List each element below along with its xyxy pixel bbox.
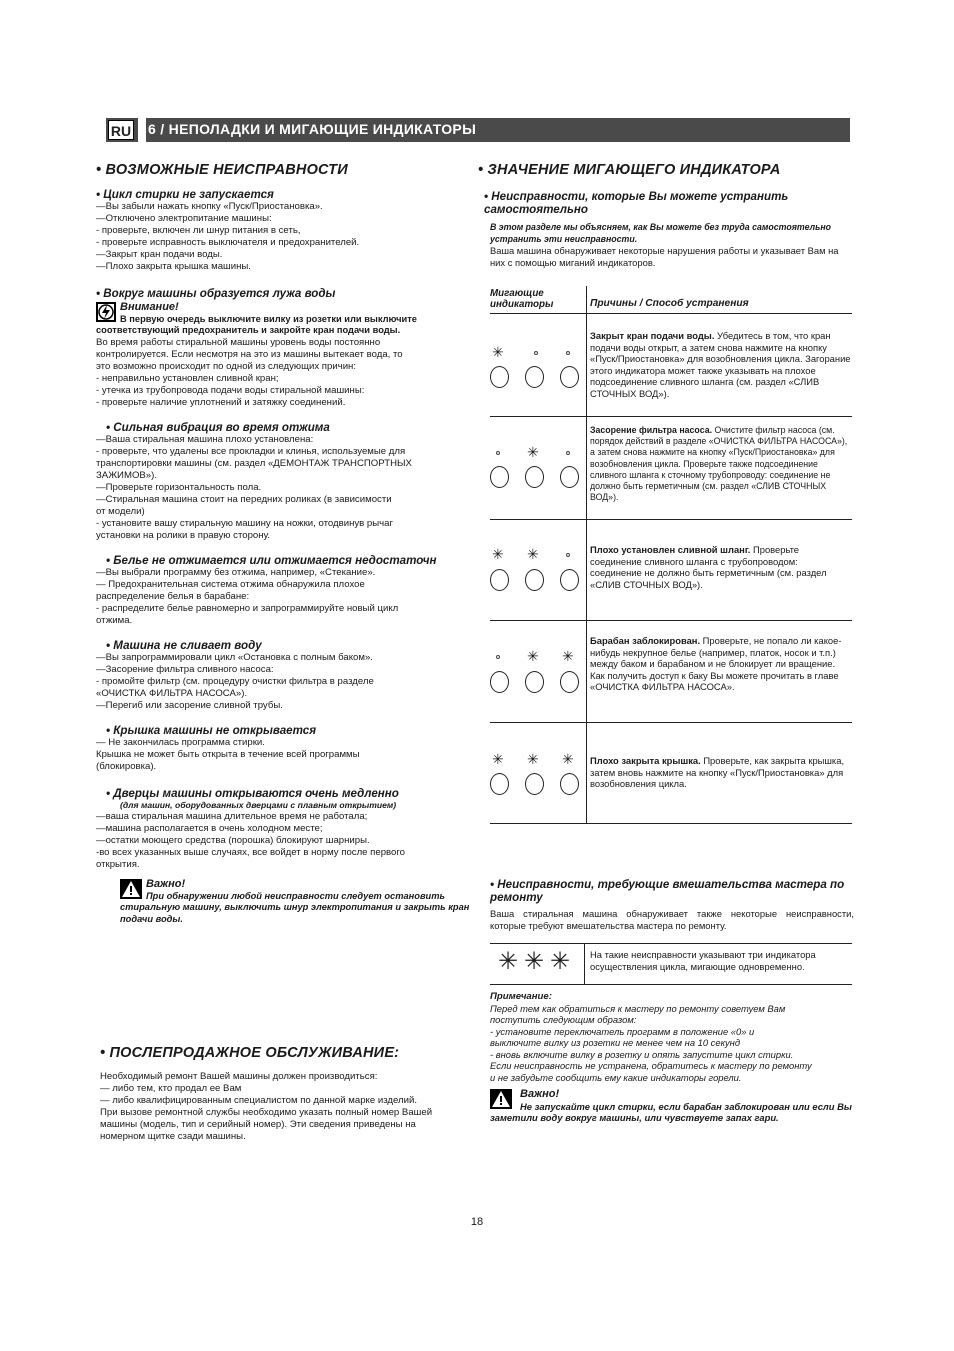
line: При вызове ремонтной службы необходимо указать полный номер Вашей: [100, 1107, 433, 1118]
blinking-star-icon: ✳: [524, 948, 545, 975]
repair-indicator-box: [490, 943, 852, 985]
led-off-icon: [496, 655, 500, 659]
line: - неправильно установлен сливной кран;: [96, 372, 279, 384]
line: — либо квалифицированным специалистом по данной марке изделий.: [100, 1095, 418, 1106]
indicator-lamp-icon: [525, 773, 544, 795]
line: распределение белья в барабане:: [96, 590, 250, 602]
important-label: Важно!: [146, 878, 186, 890]
indicator-lamp-icon: [490, 466, 509, 488]
line: Во время работы стиральной машины уровень воды постоянно: [96, 336, 381, 348]
blinking-star-icon: ✳: [492, 751, 504, 767]
cause-text: Проверьте соединение сливного шланга с трубопроводом: соединение не должно быть герметичным (см. раздел «СЛИВ СТОЧНЫХ ВОД»).: [590, 544, 827, 590]
cause-text: Убедитесь в том, что кран подачи воды открыт, а затем снова нажмите на кнопку «Пуск/Приостановка» для возобновления цикла. Загорание этого индикатора может также указывать на плохое подсоединение сливного шланга (см. раздел «СЛИВ СТОЧНЫХ ВОД»).: [590, 330, 851, 399]
language-badge: RU: [108, 120, 134, 140]
note-section: [490, 991, 854, 1124]
indicator-lamp-icon: [560, 671, 579, 693]
cause-title: Плохо установлен сливной шланг.: [590, 544, 751, 555]
line: - проверьте, включен ли шнур питания в сеть,: [96, 225, 301, 236]
warning-icon: [490, 1089, 512, 1109]
line: —остатки моющего средства (порошка) блокируют шарниры.: [96, 835, 370, 846]
line: Перед тем как обратиться к мастеру по ремонту советуем Вам: [490, 1002, 786, 1014]
line: - промойте фильтр (см. процедуру очистки фильтра в разделе: [96, 675, 374, 687]
indicator-row-3-text: [590, 544, 852, 590]
led-off-icon: [566, 451, 570, 455]
important-text: Не запускайте цикл стирки, если барабан заблокирован или если Вы заметили воду вокруг машины, или чувствуете запах гари.: [490, 1100, 852, 1123]
line: —Засорение фильтра сливного насоса:: [96, 663, 274, 675]
attention-label: Внимание!: [120, 301, 179, 313]
blinking-star-icon: ✳: [562, 648, 574, 664]
line: — либо тем, кто продал ее Вам: [100, 1083, 242, 1094]
line: - установите вашу стиральную машину на ножки, отодвинув рычаг: [96, 517, 393, 529]
blinking-star-icon: ✳: [527, 444, 539, 460]
cause-text: Проверьте, не попало ли какое-нибудь некрупное белье (например, платок, носок и т.п.) между баком и барабаном и не блокирует ли вращение. Как получить доступ к баку Вы можете прочитать в главе «ОЧИСТКА ФИЛЬТРА НАСОСА».: [590, 635, 842, 693]
blinking-star-icon: ✳: [562, 751, 574, 767]
indicator-lamp-icon: [560, 366, 579, 388]
blinking-star-icon: ✳: [498, 948, 519, 975]
section-header-title: 6 / НЕПОЛАДКИ И МИГАЮЩИЕ ИНДИКАТОРЫ: [148, 121, 477, 137]
fault-title: • Сильная вибрация во время отжима: [106, 420, 330, 434]
line: —Проверьте горизонтальность пола.: [96, 481, 262, 493]
fault-lines: [96, 201, 474, 273]
line: — Не закончилась программа стирки.: [96, 736, 265, 748]
cause-title: Закрыт кран подачи воды.: [590, 330, 715, 341]
after-sales-section: [100, 1045, 476, 1143]
indicator-lamp-icon: [490, 671, 509, 693]
line: - проверьте исправность выключателя и предохранителей.: [96, 237, 360, 248]
intro-text: Ваша машина обнаруживает некоторые нарушения работы и указывает Вам на них с помощью миганий индикаторов.: [490, 245, 839, 268]
indicator-lamp-icon: [525, 569, 544, 591]
line: —Отключено электропитание машины:: [96, 213, 272, 224]
line: —Вы запрограммировали цикл «Остановка с полным баком».: [96, 651, 373, 663]
fault-doors-slow: [96, 787, 474, 926]
line: «ОЧИСТКА ФИЛЬТРА НАСОСА»).: [96, 687, 248, 699]
fault-water-puddle: [96, 287, 474, 409]
line: машины (модель, тип и серийный номер). Эти сведения приведены на: [100, 1119, 416, 1130]
line: —Закрыт кран подачи воды.: [96, 249, 223, 260]
led-off-icon: [496, 451, 500, 455]
blinking-star-icon: ✳: [492, 344, 504, 360]
line: - распределите белье равномерно и запрограммируйте новый цикл: [96, 602, 399, 614]
indicator-lamp-icon: [560, 466, 579, 488]
intro-emphasis: В этом разделе мы объясняем, как Вы можете без труда самостоятельно устранить эти неисправности.: [490, 222, 832, 244]
important-note-right: [490, 1089, 854, 1124]
indicator-lamp-icon: [490, 569, 509, 591]
blinking-star-icon: ✳: [527, 648, 539, 664]
line: номерном щитке сзади машины.: [100, 1131, 246, 1142]
line: контролируется. Если несмотря на это из машины вытекает вода, то: [96, 348, 403, 360]
section-header: [106, 118, 850, 142]
important-note-left: [96, 879, 474, 925]
line: —Ваша стиральная машина плохо установлена:: [96, 433, 314, 445]
repair-required-section: [490, 878, 854, 932]
page-number: 18: [470, 1216, 484, 1228]
fault-no-drain: [96, 639, 474, 712]
line: —машина располагается в очень холодном месте;: [96, 823, 323, 834]
line: Необходимый ремонт Вашей машины должен производиться:: [100, 1071, 378, 1082]
table-header-indicators: Мигающие индикаторы: [490, 288, 554, 310]
fault-title: • Дверцы машины открываются очень медленно: [106, 786, 399, 800]
fault-title: • Вокруг машины образуется лужа воды: [96, 287, 336, 300]
blinking-star-icon: ✳: [527, 751, 539, 767]
indicator-lamp-icon: [525, 366, 544, 388]
line: от модели): [96, 505, 145, 517]
line: - установите переключатель программ в положение «0» и: [490, 1025, 755, 1037]
line: Если неисправность не устранена, обратитесь к мастеру по ремонту: [490, 1060, 812, 1071]
indicator-lamp-icon: [525, 466, 544, 488]
line: - проверьте наличие уплотнений и затяжку соединений.: [96, 396, 346, 408]
indicator-lamp-icon: [525, 671, 544, 693]
fault-title: • Крышка машины не открывается: [106, 723, 317, 737]
fault-subtitle: (для машин, оборудованных дверцами с плавным открытием): [120, 799, 397, 810]
blinking-star-icon: ✳: [492, 546, 504, 562]
led-off-icon: [534, 351, 538, 355]
indicator-row-4-text: [590, 635, 852, 693]
line: — Предохранительная система отжима обнаружила плохое: [96, 578, 365, 590]
section-title-service: • ПОСЛЕПРОДАЖНОЕ ОБСЛУЖИВАНИЕ:: [100, 1045, 400, 1061]
indicator-lamp-icon: [490, 773, 509, 795]
line: - проверьте, что удалены все прокладки и клинья, используемые для: [96, 445, 406, 457]
section-title-indicator: • ЗНАЧЕНИЕ МИГАЮЩЕГО ИНДИКАТОРА: [478, 162, 781, 178]
line: отжима.: [96, 614, 133, 626]
line: - утечка из трубопровода подачи воды стиральной машины:: [96, 384, 365, 396]
indicator-lamp-icon: [560, 773, 579, 795]
warning-icon: [120, 879, 142, 899]
line: —Перегиб или засорение сливной трубы.: [96, 699, 283, 711]
line: установки на ролики в правую сторону.: [96, 529, 271, 541]
line: —Плохо закрыта крышка машины.: [96, 261, 251, 272]
line: -во всех указанных выше случаях, все войдет в норму после первого: [96, 847, 405, 858]
attention-text: В первую очередь выключите вилку из розетки или выключите соответствующий предохранитель и закройте кран подачи воды.: [96, 313, 417, 335]
note-title: Примечание:: [490, 991, 552, 1002]
line: поступить следующим образом:: [490, 1014, 637, 1025]
line: —ваша стиральная машина длительное время не работала;: [96, 811, 368, 822]
line: и не забудьте сообщить ему какие индикаторы горели.: [490, 1071, 742, 1083]
line: —Стиральная машина стоит на передних роликах (в зависимости: [96, 493, 392, 505]
fault-title: • Белье не отжимается или отжимается недостаточн: [106, 553, 437, 567]
subsection-title-self-fix: • Неисправности, которые Вы можете устранить самостоятельно: [484, 190, 789, 216]
left-column: [96, 162, 474, 925]
repair-indicator-text: На такие неисправности указывают три индикатора осуществления цикла, мигающие одновременно.: [590, 949, 816, 972]
indicator-row-1-text: [590, 330, 852, 400]
fault-title: • Машина не сливает воду: [106, 638, 262, 652]
line: (блокировка).: [96, 760, 157, 772]
table-header-causes: Причины / Способ устранения: [590, 298, 749, 309]
line: Крышка не может быть открыта в течение всей программы: [96, 748, 360, 760]
repair-intro-text: Ваша стиральная машина обнаруживает также некоторые неисправности, которые требуют вмешательства мастера по ремонту.: [490, 908, 854, 931]
cause-text: Очистите фильтр насоса (см. порядок действий в разделе «ОЧИСТКА ФИЛЬТРА НАСОСА»), а затем снова нажмите на кнопку «Пуск/Приостановка» для возобновления цикла. Проверьте также подсоединение сливного шланга к сточному трубопроводу: соединение не должно быть герметичным (см. раздел «СЛИВ СТОЧНЫХ ВОД»).: [590, 425, 848, 503]
line: выключите вилку из розетки не менее чем на 10 секунд: [490, 1037, 741, 1048]
indicator-lamp-icon: [560, 569, 579, 591]
line: ЗАЖИМОВ»).: [96, 469, 157, 481]
important-label: Важно!: [520, 1088, 560, 1100]
fault-no-start: [96, 188, 474, 273]
line: открытия.: [96, 859, 140, 870]
subsection-title-repair: • Неисправности, требующие вмешательства мастера по ремонту: [490, 878, 845, 904]
indicator-lamp-icon: [490, 366, 509, 388]
line: - вновь включите вилку в розетку и опять запустите цикл стирки.: [490, 1048, 794, 1060]
led-off-icon: [566, 553, 570, 557]
line: это возможно происходит по одной из следующих причин:: [96, 360, 357, 372]
cause-title: Засорение фильтра насоса.: [590, 425, 713, 435]
fault-lid-locked: [96, 724, 474, 773]
fault-title: • Цикл стирки не запускается: [96, 188, 274, 201]
fault-no-spin: [96, 554, 474, 627]
fault-vibration: [96, 421, 474, 542]
blinking-star-icon: ✳: [550, 948, 571, 975]
indicator-row-5-text: [590, 755, 852, 790]
cause-title: Плохо закрыта крышка.: [590, 755, 701, 766]
line: —Вы выбрали программу без отжима, например, «Стекание».: [96, 566, 376, 578]
led-off-icon: [566, 351, 570, 355]
cause-text: Проверьте, как закрыта крышка, затем вновь нажмите на кнопку «Пуск/Приостановка» для возобновления цикла.: [590, 755, 845, 790]
blinking-star-icon: ✳: [527, 546, 539, 562]
section-title-faults: • ВОЗМОЖНЫЕ НЕИСПРАВНОСТИ: [96, 162, 348, 178]
right-column: [478, 162, 854, 269]
important-text: При обнаружении любой неисправности следует остановить стиральную машину, выключить шнур электропитания и закрыть кран подачи воды.: [120, 890, 470, 924]
indicator-row-2-text: [590, 425, 852, 503]
line: —Вы забыли нажать кнопку «Пуск/Приостановка».: [96, 201, 323, 212]
cause-title: Барабан заблокирован.: [590, 635, 701, 646]
line: транспортировки машины (см. раздел «ДЕМОНТАЖ ТРАНСПОРТНЫХ: [96, 457, 412, 469]
electric-hazard-icon: [96, 302, 116, 322]
